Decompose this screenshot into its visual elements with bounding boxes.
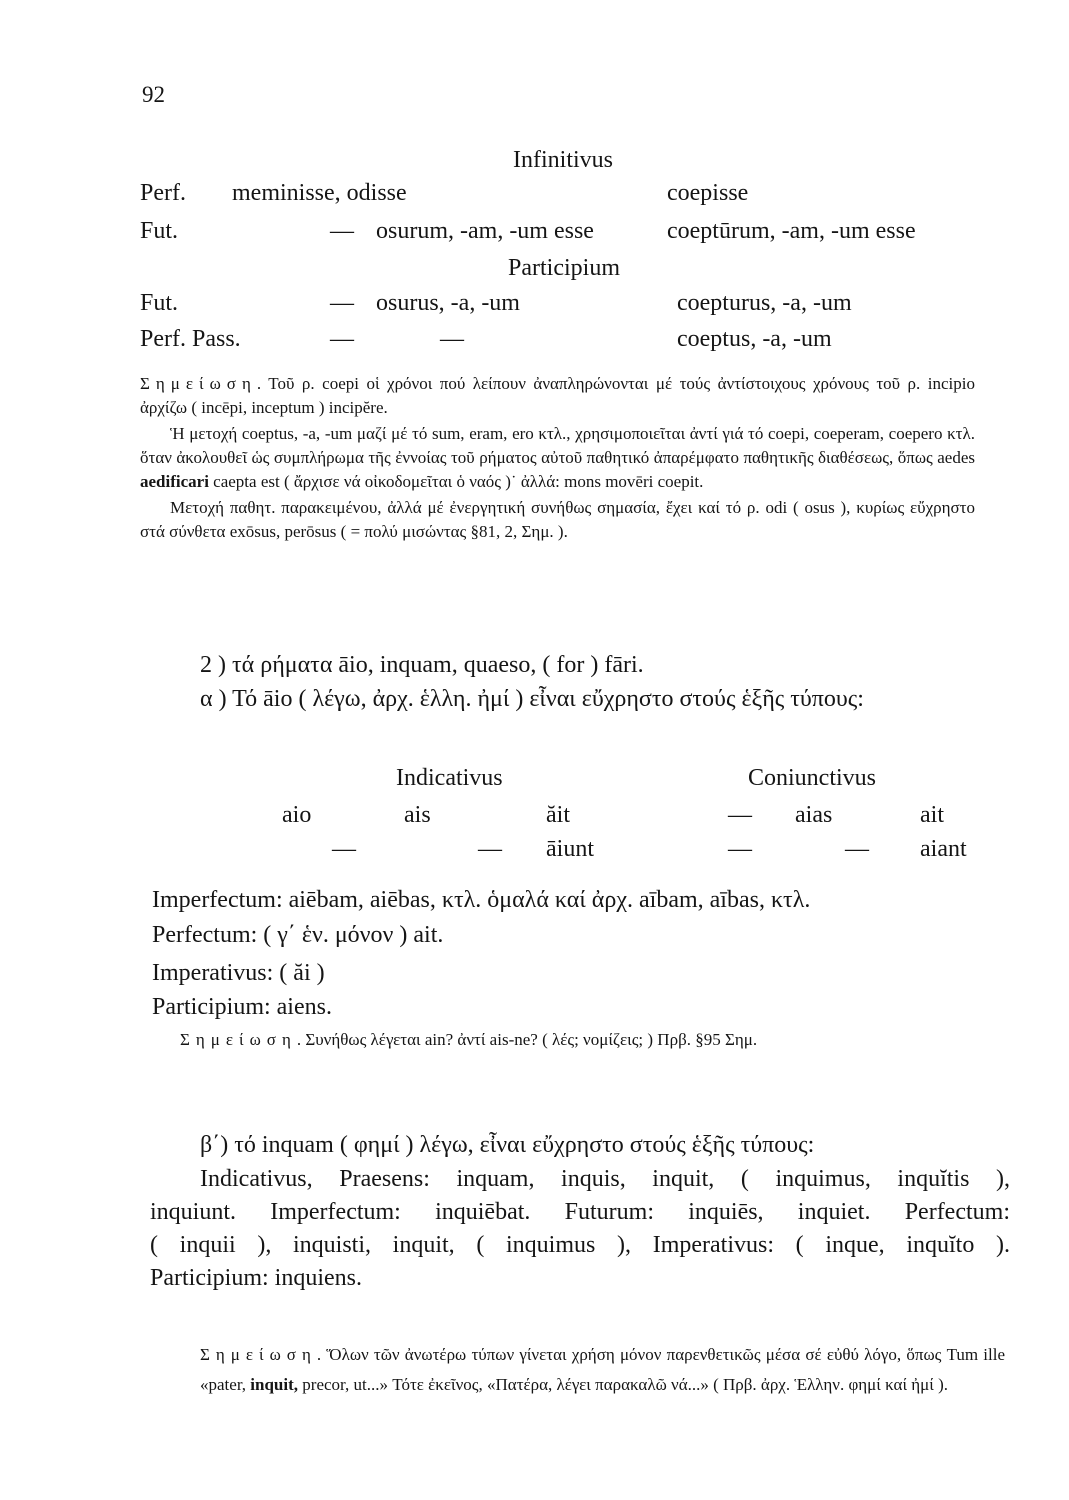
note-3-before: . Ὅλων τῶν ἀνωτέρω τύπων γίνεται χρήση μόνον παρενθετικῶς μέσα σέ εὐθύ λόγο, ὅπως Tum ille «pater, xyxy=(200,1345,1005,1394)
beta-line-4: Participium: inquiens. xyxy=(150,1265,362,1291)
beta-line-2: inquiunt. Imperfectum: inquiēbat. Futurum: inquiēs, inquiet. Perfectum: xyxy=(150,1199,1010,1225)
note-1-p2-before: Ἡ μετοχή coeptus, -a, -um μαζί μέ τό sum, eram, ero κτλ., χρησιμοποιεῖται ἀντί γιά τό coepi, coeperam, coepero κτλ. ὅταν ἀκολουθεῖ ὡς συμπλήρωμα τῆς ἐννοίας τοῦ ρήματος αὐτοῦ παθητικό ἀπαρέμφατο παθητικῆς διαθέσεως, ὅπως aedes xyxy=(140,424,975,467)
note-1-p2-after: caepta est ( ἄρχισε νά οἰκοδομεῖται ὁ ναός )˙ ἀλλά: mons movēri coepit. xyxy=(213,472,704,491)
note-1-label: Σημείωση xyxy=(140,374,257,393)
participium-heading: Participium xyxy=(508,255,620,281)
part-fut-coepturus: coepturus, -a, -um xyxy=(677,290,852,316)
beta-line-3: ( inquii ), inquisti, inquit, ( inquimus ), Imperativus: ( inque, inquĭto ). xyxy=(150,1232,1010,1258)
page-number: 92 xyxy=(142,82,165,107)
aio-r2-c3: āiunt xyxy=(546,836,594,862)
note-1-p3: Μετοχή παθητ. παρακειμένου, ἀλλά μέ ἐνεργητική συνήθως σημασία, ἔχει καί τό ρ. odi ( osus ), κυρίως εὔχρηστο στά σύνθετα exōsus, perōsus ( = πολύ μισώντας §81, 2, Σημ. ). xyxy=(140,498,975,541)
aio-r1-c6: ait xyxy=(920,802,944,828)
note-1 xyxy=(140,372,975,544)
perf-pass-label: Perf. Pass. xyxy=(140,326,241,352)
part-fut-osurus: osurus, -a, -um xyxy=(376,290,520,316)
note-3-label: Σημείωση xyxy=(200,1345,317,1364)
aio-imperativus: Imperativus: ( ăi ) xyxy=(152,960,325,986)
aio-r2-c1: — xyxy=(332,836,356,862)
beta-paragraph xyxy=(150,1163,1010,1295)
aio-r1-c1: aio xyxy=(282,802,312,828)
note-2-text: . Συνήθως λέγεται ain? ἀντί ais-ne? ( λές; νομίζεις; ) Πρβ. §95 Σημ. xyxy=(296,1030,758,1049)
beta-line-1: Indicativus, Praesens: inquam, inquis, inquit, ( inquimus, inquĭtis ), xyxy=(200,1166,1010,1192)
aio-r2-c4: — xyxy=(728,836,752,862)
aio-r1-c2: ais xyxy=(404,802,431,828)
perf-pass-dash-1: — xyxy=(330,326,354,352)
fut-label: Fut. xyxy=(140,218,179,244)
aio-r1-c3: ăit xyxy=(546,802,570,828)
perf-pass-dash-2: — xyxy=(440,326,464,352)
aio-r2-c5: — xyxy=(845,836,869,862)
indicativus-heading: Indicativus xyxy=(396,765,503,791)
fut-osurum: osurum, -am, -um esse xyxy=(376,218,594,244)
perf-pass-coeptus: coeptus, -a, -um xyxy=(677,326,832,352)
note-1-text: . Τοῦ ρ. coepi οἱ χρόνοι πού λείπουν ἀναπληρώνονται μέ τούς ἀντίστοιχους χρόνους τοῦ ρ. incipio ἀρχίζω ( incēpi, inceptum ) incipĕre. xyxy=(140,374,975,417)
note-1-p2-bold: aedificari xyxy=(140,472,209,491)
beta-heading: β΄) τό inquam ( φημί ) λέγω, εἶναι εὔχρηστο στούς ἑξῆς τύπους: xyxy=(200,1132,815,1158)
section-2-heading: 2 ) τά ρήματα āio, inquam, quaeso, ( for ) fāri. xyxy=(200,652,644,678)
note-3-bold: inquit, xyxy=(250,1375,299,1394)
aio-r1-c5: aias xyxy=(795,802,833,828)
perf-meminisse: meminisse, odisse xyxy=(232,180,407,206)
perf-label: Perf. xyxy=(140,180,186,206)
aio-r2-c6: aiant xyxy=(920,836,967,862)
fut-dash: — xyxy=(330,218,354,244)
section-2-alpha: α ) Τό āio ( λέγω, ἀρχ. ἑλλη. ἠμί ) εἶναι εὔχρηστο στούς ἑξῆς τύπους: xyxy=(200,686,864,712)
aio-imperfectum: Imperfectum: aiēbam, aiēbas, κτλ. ὁμαλά καί ἀρχ. aībam, aības, κτλ. xyxy=(152,887,811,913)
aio-perfectum: Perfectum: ( γ΄ ἑν. μόνον ) ait. xyxy=(152,922,444,948)
aio-r1-c4: — xyxy=(728,802,752,828)
note-3-after: precor, ut...» Τότε ἐκεῖνος, «Πατέρα, λέγει παρακαλῶ νά...» ( Πρβ. ἀρχ. Ἑλλην. φημί καί ἠμί ). xyxy=(302,1375,949,1394)
aio-participium: Participium: aiens. xyxy=(152,994,332,1020)
part-fut-label: Fut. xyxy=(140,290,179,316)
perf-coepisse: coepisse xyxy=(667,180,749,206)
coniunctivus-heading: Coniunctivus xyxy=(748,765,877,791)
infinitivus-heading: Infinitivus xyxy=(513,147,613,173)
note-3 xyxy=(200,1340,1005,1400)
part-fut-dash: — xyxy=(330,290,354,316)
fut-coepturum: coeptūrum, -am, -um esse xyxy=(667,218,916,244)
note-2-label: Σημείωση xyxy=(180,1030,297,1049)
note-2 xyxy=(150,1028,975,1052)
aio-r2-c2: — xyxy=(478,836,502,862)
